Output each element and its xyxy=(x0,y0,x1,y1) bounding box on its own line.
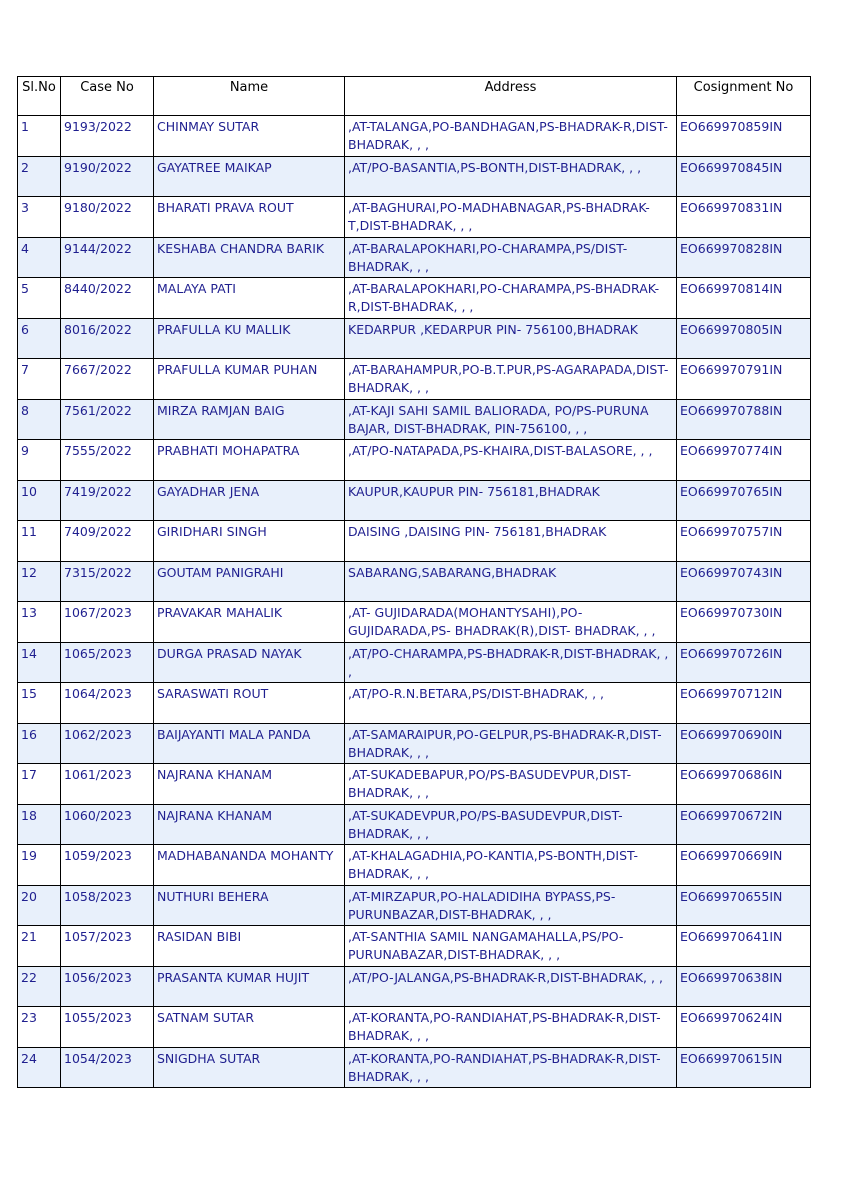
cell-consignment-no: EO669970686IN xyxy=(677,764,811,805)
cell-address: ,AT-BARALAPOKHARI,PO-CHARAMPA,PS-BHADRAK-R,DIST-BHADRAK, , , xyxy=(345,278,677,319)
cell-name: GAYATREE MAIKAP xyxy=(154,156,345,197)
cell-sl-no: 19 xyxy=(18,845,61,886)
cell-case-no: 7315/2022 xyxy=(61,561,154,602)
cell-consignment-no: EO669970641IN xyxy=(677,926,811,967)
cell-case-no: 9193/2022 xyxy=(61,116,154,157)
cell-case-no: 9180/2022 xyxy=(61,197,154,238)
cell-consignment-no: EO669970726IN xyxy=(677,642,811,683)
cell-name: PRAVAKAR MAHALIK xyxy=(154,602,345,643)
cell-sl-no: 15 xyxy=(18,683,61,724)
table-row xyxy=(18,359,811,400)
cell-consignment-no: EO669970730IN xyxy=(677,602,811,643)
table-row xyxy=(18,764,811,805)
cell-address: ,AT/PO-NATAPADA,PS-KHAIRA,DIST-BALASORE, , , xyxy=(345,440,677,481)
cell-consignment-no: EO669970669IN xyxy=(677,845,811,886)
table-row xyxy=(18,804,811,845)
cell-name: PRABHATI MOHAPATRA xyxy=(154,440,345,481)
cell-address: DAISING ,DAISING PIN- 756181,BHADRAK xyxy=(345,521,677,562)
table-row xyxy=(18,926,811,967)
cell-sl-no: 23 xyxy=(18,1007,61,1048)
cell-case-no: 1060/2023 xyxy=(61,804,154,845)
cell-name: MADHABANANDA MOHANTY xyxy=(154,845,345,886)
cell-case-no: 8016/2022 xyxy=(61,318,154,359)
cell-sl-no: 24 xyxy=(18,1047,61,1088)
cell-case-no: 1059/2023 xyxy=(61,845,154,886)
cell-address: ,AT-KHALAGADHIA,PO-KANTIA,PS-BONTH,DIST-BHADRAK, , , xyxy=(345,845,677,886)
cell-sl-no: 7 xyxy=(18,359,61,400)
cell-consignment-no: EO669970765IN xyxy=(677,480,811,521)
cell-address: ,AT/PO-R.N.BETARA,PS/DIST-BHADRAK, , , xyxy=(345,683,677,724)
cell-address: ,AT-KORANTA,PO-RANDIAHAT,PS-BHADRAK-R,DIST-BHADRAK, , , xyxy=(345,1007,677,1048)
cell-name: GIRIDHARI SINGH xyxy=(154,521,345,562)
cell-case-no: 1061/2023 xyxy=(61,764,154,805)
table-row xyxy=(18,156,811,197)
cell-case-no: 8440/2022 xyxy=(61,278,154,319)
cell-sl-no: 5 xyxy=(18,278,61,319)
cell-address: ,AT-SANTHIA SAMIL NANGAMAHALLA,PS/PO-PURUNABAZAR,DIST-BHADRAK, , , xyxy=(345,926,677,967)
cell-sl-no: 17 xyxy=(18,764,61,805)
consignment-table xyxy=(17,76,811,1088)
table-row xyxy=(18,966,811,1007)
table-row xyxy=(18,237,811,278)
table-row xyxy=(18,723,811,764)
cell-sl-no: 6 xyxy=(18,318,61,359)
cell-sl-no: 4 xyxy=(18,237,61,278)
cell-address: ,AT/PO-CHARAMPA,PS-BHADRAK-R,DIST-BHADRAK, , , xyxy=(345,642,677,683)
cell-address: ,AT-SUKADEBAPUR,PO/PS-BASUDEVPUR,DIST-BHADRAK, , , xyxy=(345,764,677,805)
cell-address: ,AT-KORANTA,PO-RANDIAHAT,PS-BHADRAK-R,DIST-BHADRAK, , , xyxy=(345,1047,677,1088)
table-header xyxy=(18,77,811,116)
cell-sl-no: 20 xyxy=(18,885,61,926)
table-row xyxy=(18,561,811,602)
cell-sl-no: 2 xyxy=(18,156,61,197)
cell-case-no: 1055/2023 xyxy=(61,1007,154,1048)
cell-case-no: 1056/2023 xyxy=(61,966,154,1007)
cell-name: PRASANTA KUMAR HUJIT xyxy=(154,966,345,1007)
cell-address: ,AT- GUJIDARADA(MOHANTYSAHI),PO-GUJIDARADA,PS- BHADRAK(R),DIST- BHADRAK, , , xyxy=(345,602,677,643)
cell-sl-no: 10 xyxy=(18,480,61,521)
cell-case-no: 1058/2023 xyxy=(61,885,154,926)
cell-case-no: 9144/2022 xyxy=(61,237,154,278)
cell-address: ,AT-SAMARAIPUR,PO-GELPUR,PS-BHADRAK-R,DIST-BHADRAK, , , xyxy=(345,723,677,764)
cell-sl-no: 12 xyxy=(18,561,61,602)
cell-name: BHARATI PRAVA ROUT xyxy=(154,197,345,238)
cell-case-no: 1064/2023 xyxy=(61,683,154,724)
table-row xyxy=(18,480,811,521)
header-consignment-no: Cosignment No xyxy=(677,77,811,116)
cell-sl-no: 22 xyxy=(18,966,61,1007)
table-row xyxy=(18,602,811,643)
cell-consignment-no: EO669970757IN xyxy=(677,521,811,562)
cell-consignment-no: EO669970743IN xyxy=(677,561,811,602)
cell-address: ,AT-BARALAPOKHARI,PO-CHARAMPA,PS/DIST-BHADRAK, , , xyxy=(345,237,677,278)
cell-consignment-no: EO669970805IN xyxy=(677,318,811,359)
cell-name: SATNAM SUTAR xyxy=(154,1007,345,1048)
cell-case-no: 1062/2023 xyxy=(61,723,154,764)
cell-consignment-no: EO669970831IN xyxy=(677,197,811,238)
table-row xyxy=(18,197,811,238)
cell-name: PRAFULLA KUMAR PUHAN xyxy=(154,359,345,400)
cell-sl-no: 11 xyxy=(18,521,61,562)
table-row xyxy=(18,885,811,926)
cell-case-no: 1065/2023 xyxy=(61,642,154,683)
cell-consignment-no: EO669970774IN xyxy=(677,440,811,481)
header-name: Name xyxy=(154,77,345,116)
cell-address: ,AT-MIRZAPUR,PO-HALADIDIHA BYPASS,PS-PURUNBAZAR,DIST-BHADRAK, , , xyxy=(345,885,677,926)
cell-name: KESHABA CHANDRA BARIK xyxy=(154,237,345,278)
cell-consignment-no: EO669970845IN xyxy=(677,156,811,197)
header-row xyxy=(18,77,811,116)
cell-consignment-no: EO669970624IN xyxy=(677,1007,811,1048)
cell-sl-no: 16 xyxy=(18,723,61,764)
table-row xyxy=(18,642,811,683)
cell-address: ,AT/PO-BASANTIA,PS-BONTH,DIST-BHADRAK, , , xyxy=(345,156,677,197)
cell-address: KAUPUR,KAUPUR PIN- 756181,BHADRAK xyxy=(345,480,677,521)
table-row xyxy=(18,1047,811,1088)
cell-name: SARASWATI ROUT xyxy=(154,683,345,724)
table-row xyxy=(18,278,811,319)
table-row xyxy=(18,116,811,157)
cell-name: MIRZA RAMJAN BAIG xyxy=(154,399,345,440)
cell-case-no: 1057/2023 xyxy=(61,926,154,967)
cell-consignment-no: EO669970712IN xyxy=(677,683,811,724)
cell-address: ,AT-KAJI SAHI SAMIL BALIORADA, PO/PS-PURUNA BAJAR, DIST-BHADRAK, PIN-756100, , , xyxy=(345,399,677,440)
cell-consignment-no: EO669970638IN xyxy=(677,966,811,1007)
cell-name: CHINMAY SUTAR xyxy=(154,116,345,157)
cell-name: DURGA PRASAD NAYAK xyxy=(154,642,345,683)
cell-address: ,AT/PO-JALANGA,PS-BHADRAK-R,DIST-BHADRAK, , , xyxy=(345,966,677,1007)
header-case-no: Case No xyxy=(61,77,154,116)
cell-name: RASIDAN BIBI xyxy=(154,926,345,967)
cell-consignment-no: EO669970615IN xyxy=(677,1047,811,1088)
cell-case-no: 7667/2022 xyxy=(61,359,154,400)
cell-address: ,AT-TALANGA,PO-BANDHAGAN,PS-BHADRAK-R,DIST-BHADRAK, , , xyxy=(345,116,677,157)
cell-sl-no: 9 xyxy=(18,440,61,481)
cell-name: NAJRANA KHANAM xyxy=(154,764,345,805)
cell-sl-no: 21 xyxy=(18,926,61,967)
table-row xyxy=(18,318,811,359)
cell-consignment-no: EO669970655IN xyxy=(677,885,811,926)
table-row xyxy=(18,521,811,562)
cell-name: GAYADHAR JENA xyxy=(154,480,345,521)
header-sl-no: Sl.No xyxy=(18,77,61,116)
table-row xyxy=(18,1007,811,1048)
cell-case-no: 1067/2023 xyxy=(61,602,154,643)
table-row xyxy=(18,440,811,481)
cell-case-no: 9190/2022 xyxy=(61,156,154,197)
table-body xyxy=(18,116,811,1088)
cell-consignment-no: EO669970791IN xyxy=(677,359,811,400)
cell-name: BAIJAYANTI MALA PANDA xyxy=(154,723,345,764)
cell-consignment-no: EO669970859IN xyxy=(677,116,811,157)
cell-sl-no: 18 xyxy=(18,804,61,845)
table-row xyxy=(18,683,811,724)
cell-case-no: 7409/2022 xyxy=(61,521,154,562)
cell-case-no: 7419/2022 xyxy=(61,480,154,521)
cell-name: PRAFULLA KU MALLIK xyxy=(154,318,345,359)
table-row xyxy=(18,399,811,440)
cell-sl-no: 3 xyxy=(18,197,61,238)
cell-sl-no: 8 xyxy=(18,399,61,440)
cell-consignment-no: EO669970788IN xyxy=(677,399,811,440)
cell-address: ,AT-BARAHAMPUR,PO-B.T.PUR,PS-AGARAPADA,DIST-BHADRAK, , , xyxy=(345,359,677,400)
cell-address: SABARANG,SABARANG,BHADRAK xyxy=(345,561,677,602)
cell-consignment-no: EO669970828IN xyxy=(677,237,811,278)
cell-consignment-no: EO669970690IN xyxy=(677,723,811,764)
cell-consignment-no: EO669970814IN xyxy=(677,278,811,319)
cell-address: ,AT-SUKADEVPUR,PO/PS-BASUDEVPUR,DIST-BHADRAK, , , xyxy=(345,804,677,845)
cell-case-no: 7561/2022 xyxy=(61,399,154,440)
cell-case-no: 7555/2022 xyxy=(61,440,154,481)
cell-sl-no: 14 xyxy=(18,642,61,683)
cell-sl-no: 13 xyxy=(18,602,61,643)
cell-name: MALAYA PATI xyxy=(154,278,345,319)
cell-case-no: 1054/2023 xyxy=(61,1047,154,1088)
cell-address: KEDARPUR ,KEDARPUR PIN- 756100,BHADRAK xyxy=(345,318,677,359)
cell-address: ,AT-BAGHURAI,PO-MADHABNAGAR,PS-BHADRAK-T,DIST-BHADRAK, , , xyxy=(345,197,677,238)
cell-name: GOUTAM PANIGRAHI xyxy=(154,561,345,602)
cell-name: SNIGDHA SUTAR xyxy=(154,1047,345,1088)
cell-sl-no: 1 xyxy=(18,116,61,157)
header-address: Address xyxy=(345,77,677,116)
cell-name: NUTHURI BEHERA xyxy=(154,885,345,926)
cell-name: NAJRANA KHANAM xyxy=(154,804,345,845)
cell-consignment-no: EO669970672IN xyxy=(677,804,811,845)
table-row xyxy=(18,845,811,886)
